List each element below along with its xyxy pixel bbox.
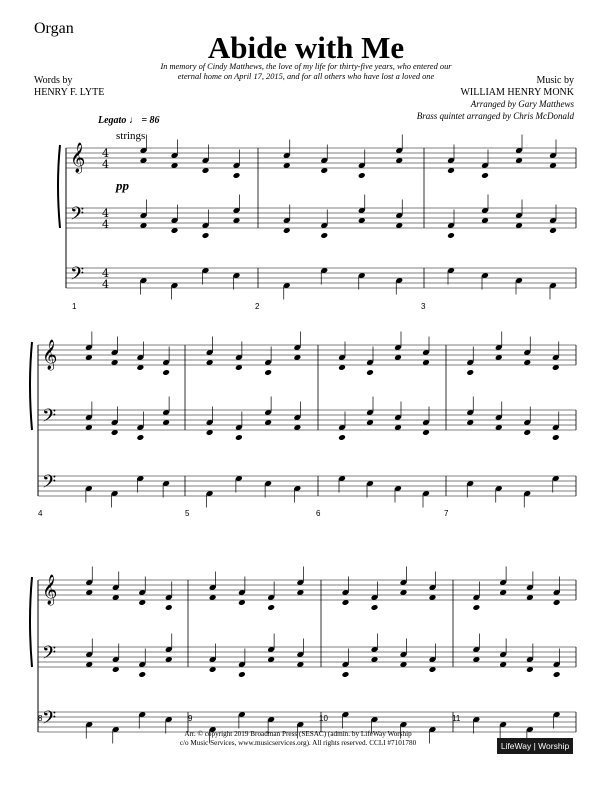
treble-clef-icon: 𝄞 [70, 143, 86, 173]
measure-number: 6 [316, 509, 321, 518]
copyright-line-1: Arr. © copyright 2019 Broadman Press (SESAC) (admin. by LifeWay Worship [184, 730, 412, 738]
bass-clef-icon: 𝄢 [70, 264, 85, 289]
arranger-credit: Arranged by Gary Matthews [470, 99, 574, 109]
part-name: Organ [34, 20, 74, 37]
notehead [552, 434, 560, 441]
brace-icon [30, 342, 32, 430]
brace-icon [30, 577, 32, 667]
measure-number: 4 [38, 509, 43, 518]
bass-clef-icon: 𝄢 [42, 708, 57, 733]
measure-number: 10 [319, 714, 328, 723]
dedication-line-1: In memory of Cindy Matthews, the love of my life for thirty-five years, who entered our [160, 62, 452, 71]
bass-clef-icon: 𝄢 [42, 643, 57, 668]
publisher-logo: LifeWay | Worship [497, 738, 573, 754]
time-signature-top: 4 [102, 207, 109, 220]
notehead [162, 369, 170, 376]
dynamic-marking: pp [116, 178, 129, 193]
time-signature-bottom: 4 [102, 158, 109, 171]
time-signature-top: 4 [102, 147, 109, 160]
music-label: Music by [536, 75, 574, 86]
song-title: Abide with Me [207, 30, 405, 65]
notehead [138, 671, 146, 678]
notehead [264, 369, 272, 376]
notehead [320, 232, 328, 239]
dedication-line-2: eternal home on April 17, 2015, and for all others who have lost a loved one [177, 72, 435, 81]
copyright-line-2: c/o Music Services, www.musicservices.org). All rights reserved. CCLI #7101780 [179, 739, 417, 747]
measure-number: 7 [444, 509, 449, 518]
notehead [366, 369, 374, 376]
tempo-value: = 86 [141, 115, 160, 126]
measure-number: 8 [38, 714, 43, 723]
notehead [338, 434, 346, 441]
treble-clef-icon: 𝄞 [42, 340, 58, 370]
notehead [481, 172, 489, 179]
time-signature-bottom: 4 [102, 278, 109, 291]
notehead [136, 434, 144, 441]
notehead [447, 232, 455, 239]
brace-icon [58, 145, 60, 228]
notehead [235, 434, 243, 441]
music-author: WILLIAM HENRY MONK [460, 87, 574, 98]
bass-clef-icon: 𝄢 [42, 406, 57, 431]
instrument-cue: strings [116, 130, 146, 142]
measure-number: 1 [72, 302, 77, 311]
tempo-text: Legato [98, 115, 127, 126]
measure-number: 2 [255, 302, 260, 311]
bass-clef-icon: 𝄢 [70, 204, 85, 229]
notehead [233, 172, 241, 179]
bass-clef-icon: 𝄢 [42, 472, 57, 497]
words-author: HENRY F. LYTE [34, 87, 105, 98]
notehead [238, 671, 246, 678]
copyright-footer [120, 730, 476, 748]
time-signature-bottom: 4 [102, 218, 109, 231]
notehead [267, 604, 275, 611]
notehead [358, 172, 366, 179]
notehead [553, 671, 561, 678]
notehead [202, 232, 210, 239]
notehead [472, 604, 480, 611]
measure-number: 3 [421, 302, 426, 311]
notehead [466, 369, 474, 376]
measure-number: 9 [188, 714, 193, 723]
quarter-note-icon: ♩ [128, 115, 139, 126]
words-label: Words by [34, 75, 73, 86]
measure-number: 11 [452, 714, 461, 723]
measure-number: 5 [185, 509, 190, 518]
time-signature-top: 4 [102, 267, 109, 280]
notehead [342, 671, 350, 678]
notehead [165, 604, 173, 611]
treble-clef-icon: 𝄞 [42, 575, 58, 605]
brass-credit: Brass quintet arranged by Chris McDonald [416, 111, 574, 121]
notehead [371, 604, 379, 611]
